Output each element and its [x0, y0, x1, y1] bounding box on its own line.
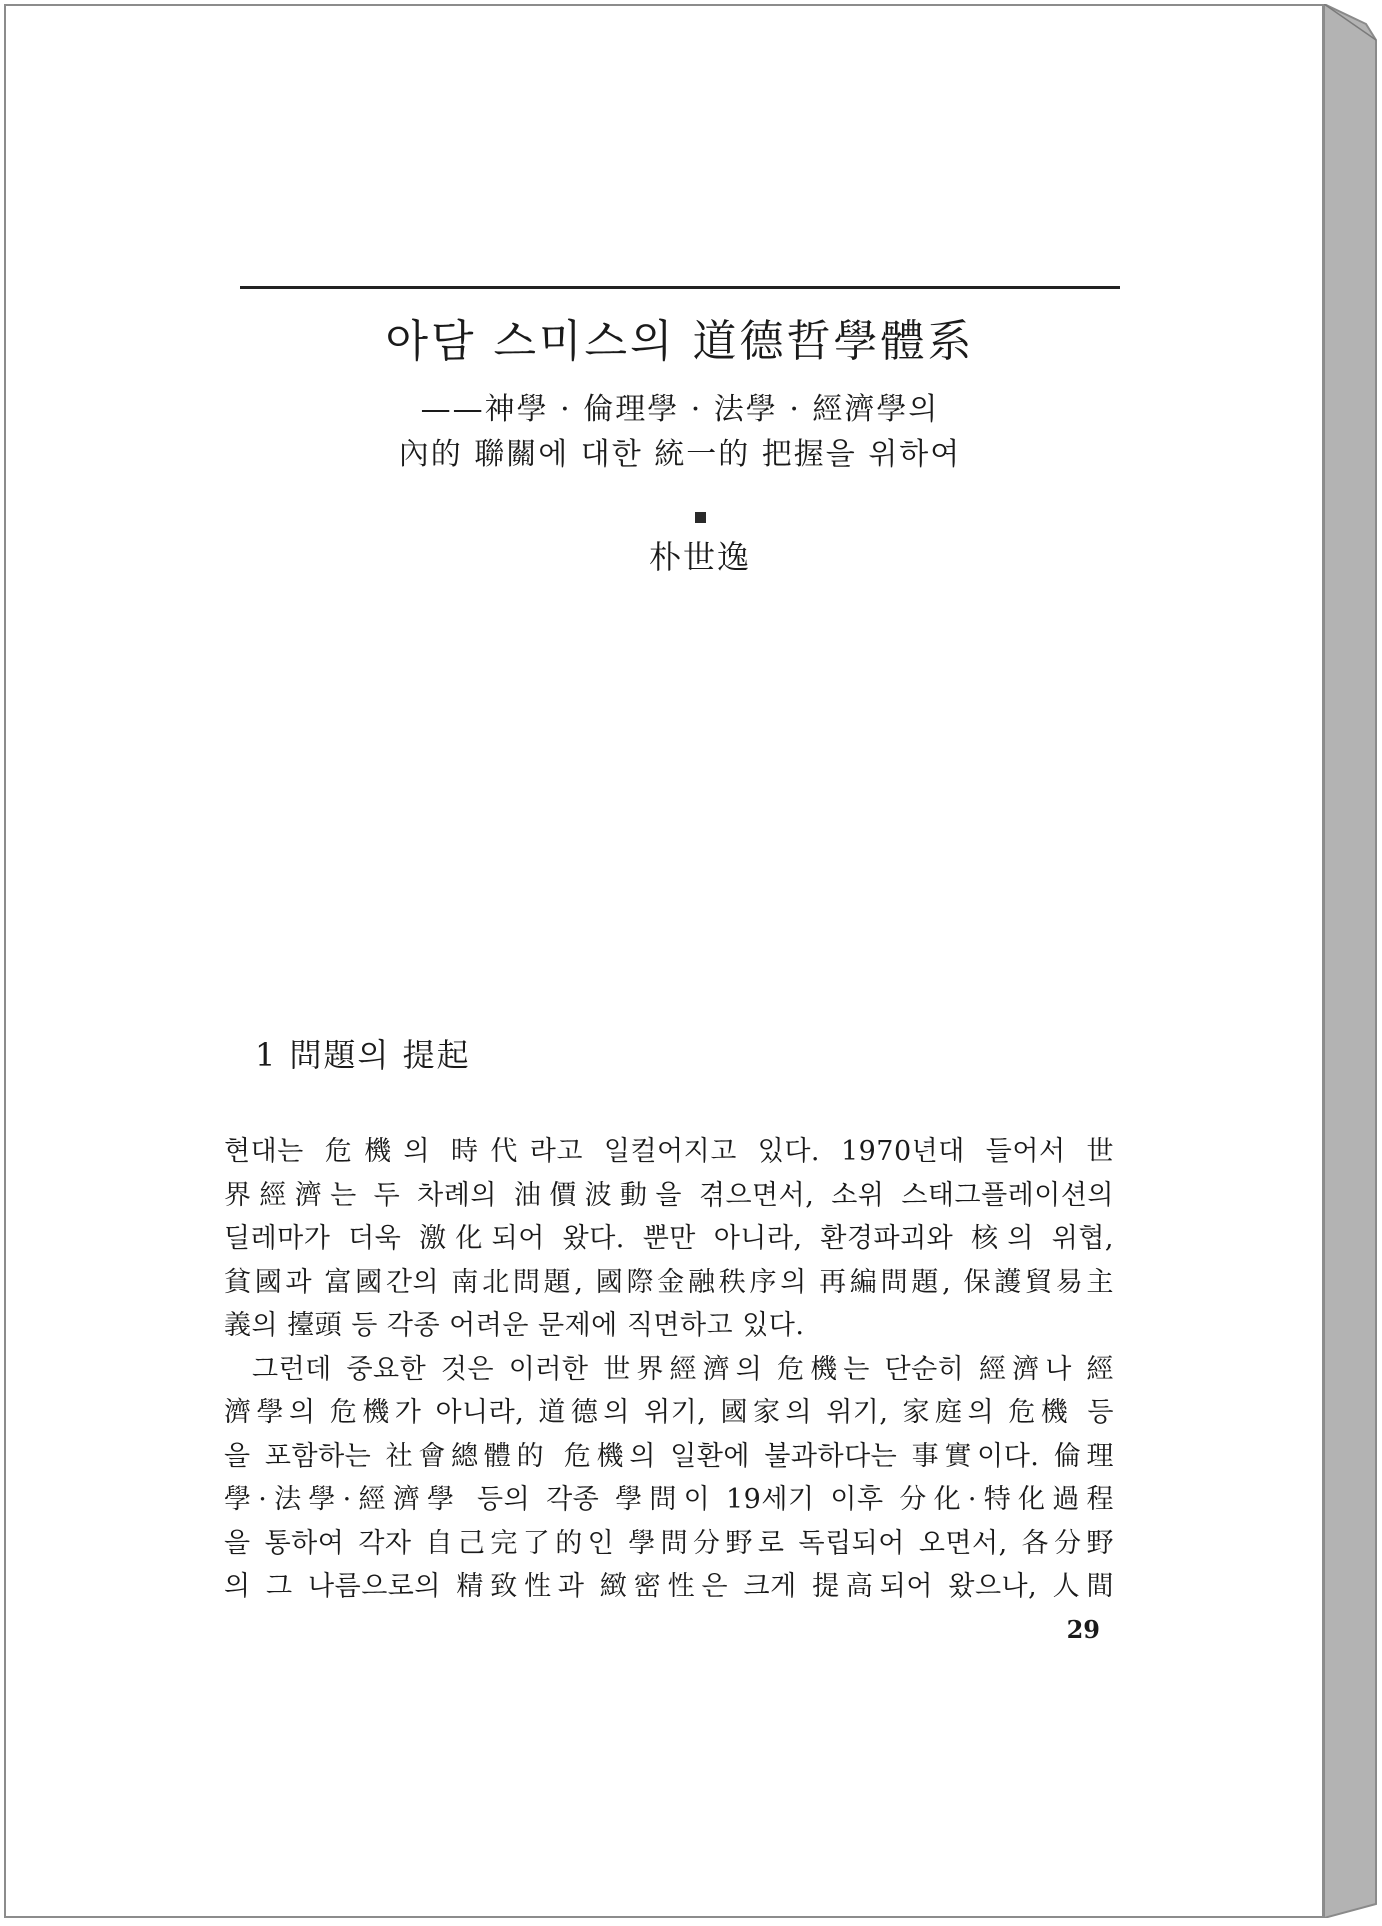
- title-rule: [240, 286, 1120, 289]
- author-name: 朴世逸: [648, 538, 751, 576]
- document-page: [4, 4, 1324, 1918]
- article-title: 아담 스미스의 道德哲學體系: [385, 316, 975, 367]
- section-heading: 1 問題의 提起: [255, 1036, 471, 1074]
- body-line: 을 통하여 각자 自己完了的인 學問分野로 독립되어 오면서, 各分野: [224, 1527, 1114, 1559]
- body-line: 딜레마가 더욱 激化되어 왔다. 뿐만 아니라, 환경파괴와 核의 위협,: [224, 1223, 1114, 1254]
- body-line: 學·法學·經濟學 등의 각종 學問이 19세기 이후 分化·特化過程: [224, 1484, 1114, 1515]
- page-number: 29: [1066, 1615, 1100, 1644]
- book-page-edge: [1324, 4, 1380, 1918]
- article-subtitle-line-2: 內的 聯關에 대한 統一的 把握을 위하여: [398, 437, 962, 472]
- body-line: 濟學의 危機가 아니라, 道德의 위기, 國家의 위기, 家庭의 危機 등: [224, 1397, 1114, 1428]
- article-subtitle-line-1: ——神學 · 倫理學 · 法學 · 經濟學의: [420, 392, 940, 427]
- body-text: [224, 1130, 1114, 1609]
- body-line: 界經濟는 두 차례의 油價波動을 겪으면서, 소위 스태그플레이션의: [224, 1179, 1114, 1211]
- body-line: 貧國과 富國간의 南北問題, 國際金融秩序의 再編問題, 保護貿易主: [224, 1266, 1114, 1298]
- body-line: 을 포함하는 社會總體的 危機의 일환에 불과하다는 事實이다. 倫理: [224, 1440, 1114, 1472]
- author-marker: [695, 512, 706, 523]
- body-line: 의 그 나름으로의 精致性과 緻密性은 크게 提高되어 왔으나, 人間: [224, 1571, 1114, 1602]
- body-line: 그런데 중요한 것은 이러한 世界經濟의 危機는 단순히 經濟나 經: [252, 1353, 1114, 1385]
- body-line: 義의 擡頭 등 각종 어려운 문제에 직면하고 있다.: [224, 1310, 805, 1341]
- body-line: 현대는 危機의 時代라고 일컬어지고 있다. 1970년대 들어서 世: [224, 1136, 1114, 1167]
